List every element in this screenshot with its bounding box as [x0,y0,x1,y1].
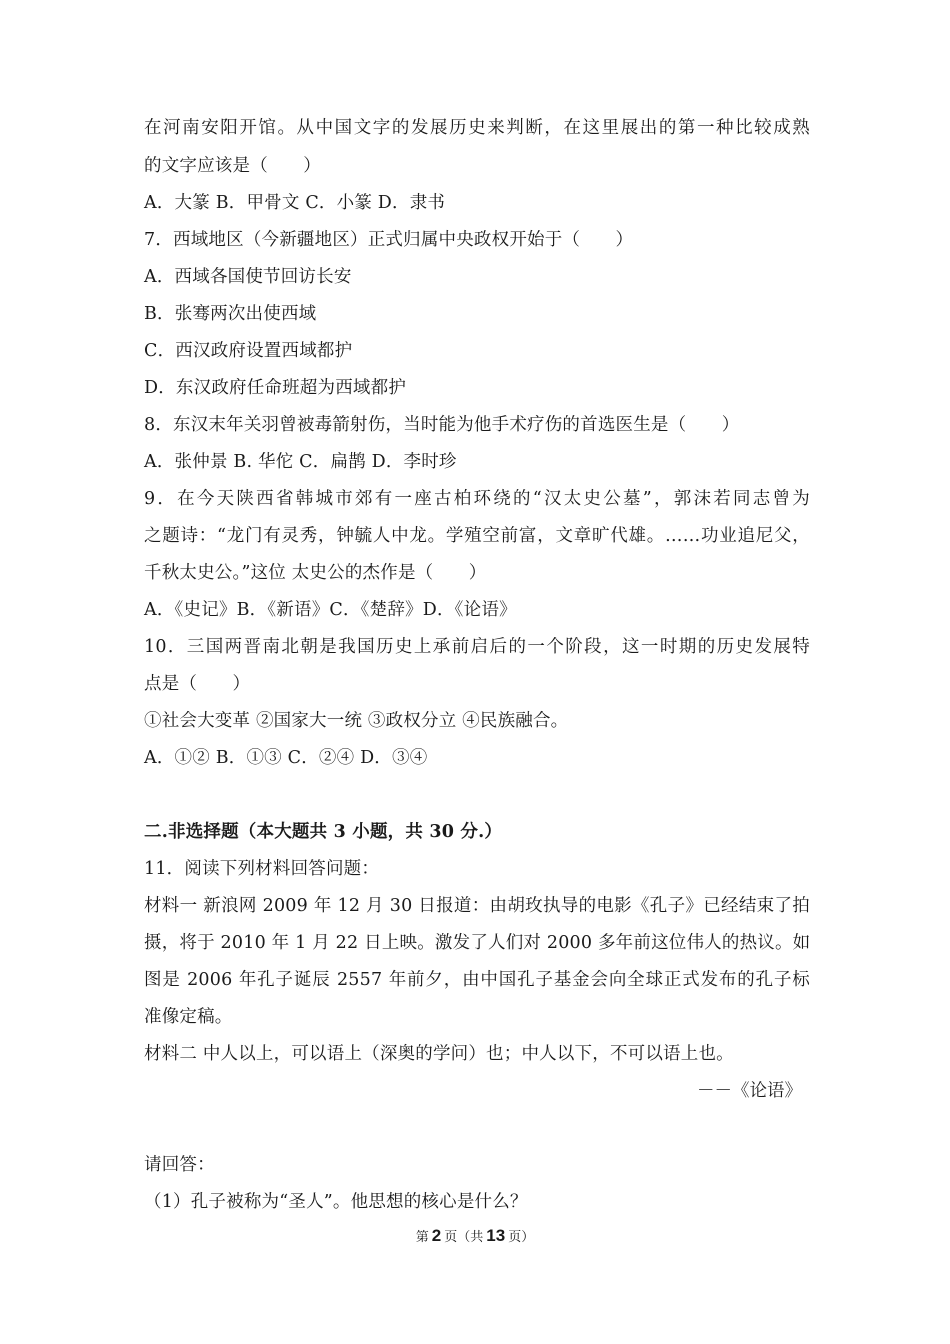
question-10-line-1: 10．三国两晋南北朝是我国历史上承前启后的一个阶段，这一时期的历史发展特 [144,637,810,657]
question-8-stem: 8．东汉末年关羽曾被毒箭射伤，当时能为他手术疗伤的首选医生是（ ） [144,415,740,435]
question-8-options: A．张仲景 B. 华佗 C．扁鹊 D．李时珍 [144,452,457,472]
material-2: 材料二 中人以上，可以语上（深奥的学问）也；中人以下，不可以语上也。 [144,1044,734,1064]
answer-prompt: 请回答： [144,1155,215,1175]
material-2-source: －－《论语》 [697,1081,802,1101]
question-10-choices: ①社会大变革 ②国家大一统 ③政权分立 ④民族融合。 [144,711,569,731]
sub-question-1: （1）孔子被称为“圣人”。他思想的核心是什么？ [144,1192,528,1212]
question-7-option-d: D．东汉政府任命班超为西域都护 [144,378,407,398]
question-9-line-3: 千秋太史公。”这位 太史公的杰作是（ ） [144,563,487,583]
question-10-options: A．①② B．①③ C．②④ D．③④ [144,748,428,768]
question-10-line-2: 点是（ ） [144,674,251,694]
footer-prefix: 第 [415,1230,429,1245]
question-7-stem: 7．西域地区（今新疆地区）正式归属中央政权开始于（ ） [144,230,634,250]
question-9-options: A．《史记》B．《新语》C．《楚辞》D．《论语》 [144,600,517,620]
question-11-stem: 11．阅读下列材料回答问题： [144,859,380,879]
material-1-line-3: 图是 2006 年孔子诞辰 2557 年前夕，由中国孔子基金会向全球正式发布的孔子标 [144,970,810,990]
question-9-line-1: 9．在今天陕西省韩城市郊有一座古柏环绕的“汉太史公墓”，郭沫若同志曾为 [144,489,810,509]
question-7-option-b: B．张骞两次出使西域 [144,304,317,324]
question-9-line-2: 之题诗：“龙门有灵秀，钟毓人中龙。学殖空前富，文章旷代雄。……功业追尼父， [144,526,810,546]
material-1-line-1: 材料一 新浪网 2009 年 12 月 30 日报道：由胡玫执导的电影《孔子》已经结束了拍 [144,896,810,916]
page-footer [0,1226,950,1248]
material-1-line-2: 摄，将于 2010 年 1 月 22 日上映。激发了人们对 2000 多年前这位伟人的热议。如 [144,933,811,953]
question-6-line-2: 的文字应该是（ ） [144,156,321,176]
question-6-line-1: 在河南安阳开馆。从中国文字的发展历史来判断，在这里展出的第一种比较成熟 [144,118,810,138]
question-7-option-c: C．西汉政府设置西域都护 [144,341,353,361]
footer-page-number: 2 [431,1226,442,1245]
footer-middle: 页（共 [444,1230,484,1245]
section-two-title: 二.非选择题（本大题共 3 小题，共 30 分.） [144,822,503,842]
footer-total-pages: 13 [486,1226,506,1245]
question-7-option-a: A．西域各国使节回访长安 [144,267,352,287]
footer-suffix: 页） [508,1230,535,1245]
material-1-line-4: 准像定稿。 [144,1007,233,1027]
question-6-options: A．大篆 B．甲骨文 C．小篆 D．隶书 [144,193,446,213]
